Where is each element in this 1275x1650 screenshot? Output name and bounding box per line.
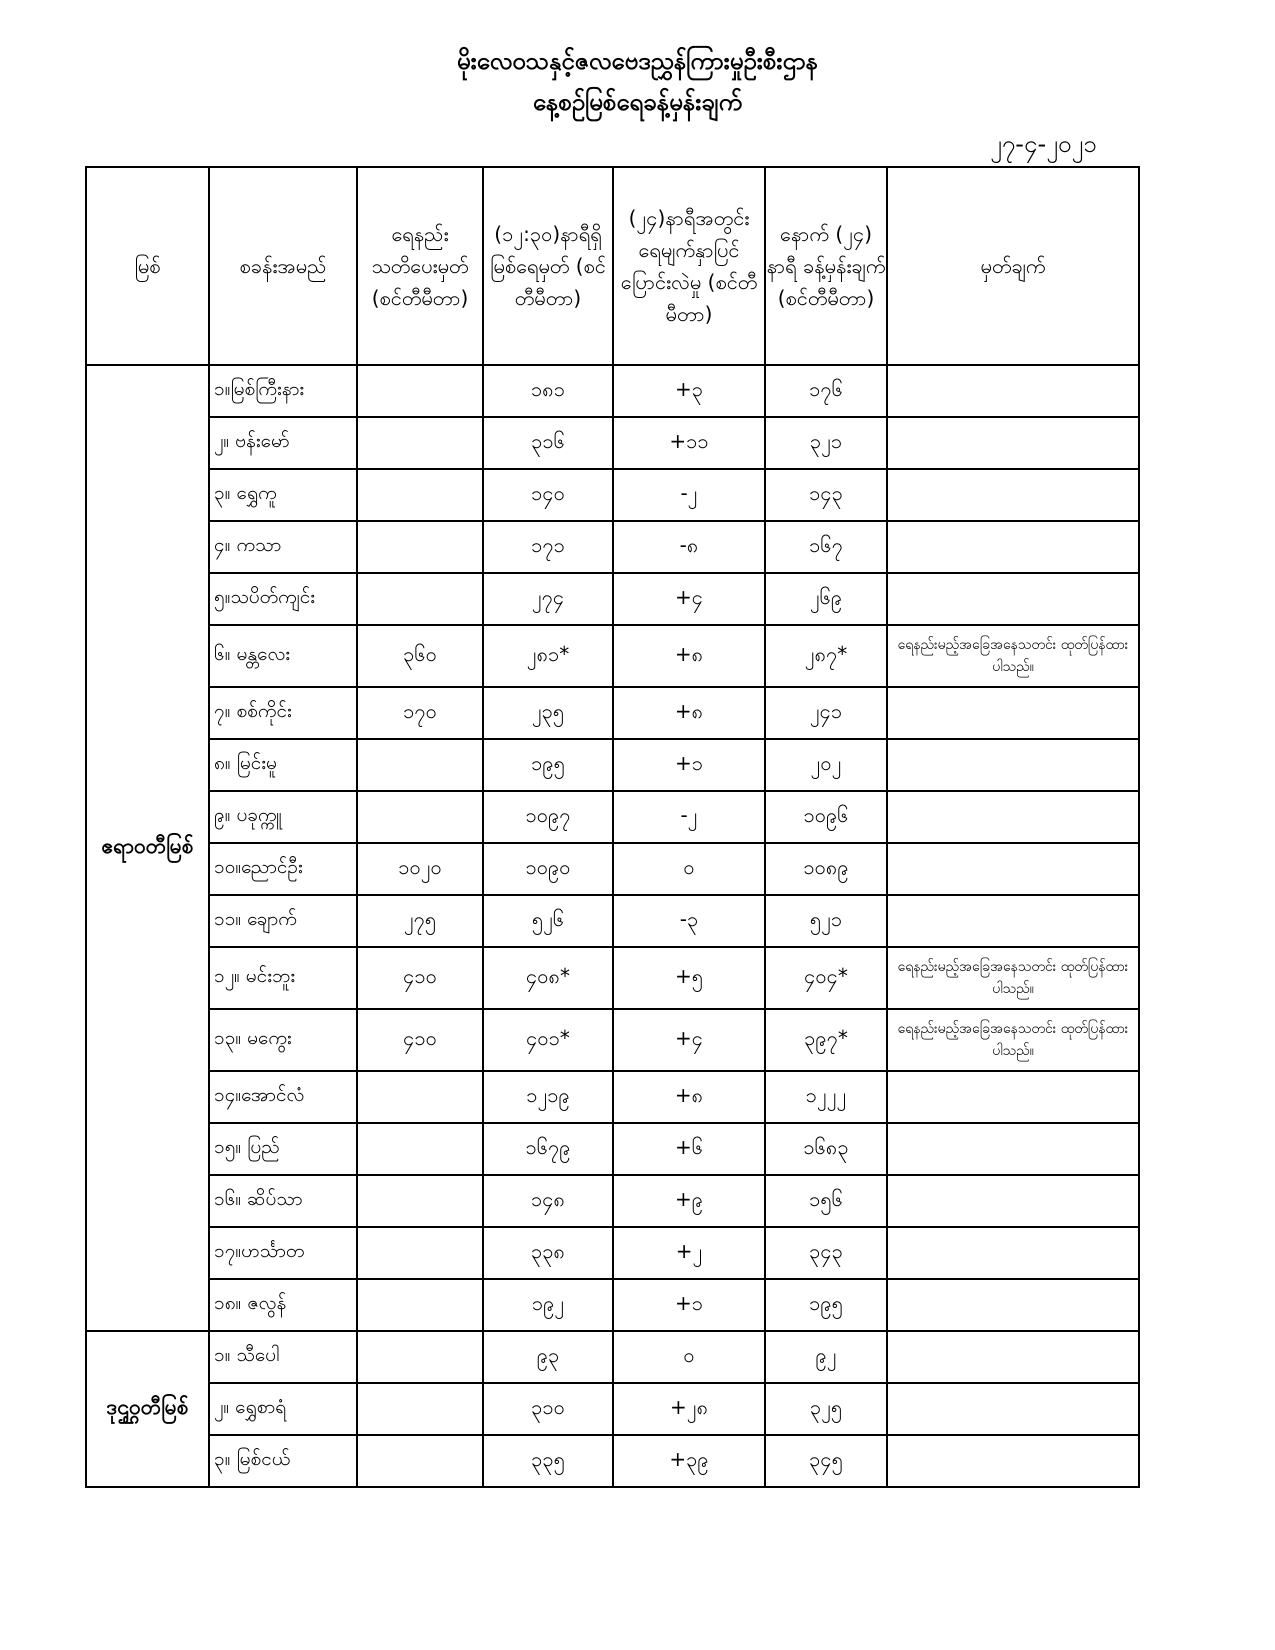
danger-level-cell	[357, 1227, 483, 1279]
current-level-cell: ၁၀၉၀	[483, 843, 613, 895]
report-date: ၂၇-၄-၂၀၂၁	[990, 130, 1097, 158]
remark-cell: ရေနည်းမည့်အခြေအနေသတင်း ထုတ်ပြန်ထားပါသည်။	[887, 625, 1139, 687]
table-row	[86, 1435, 1139, 1487]
table-row	[86, 947, 1139, 1009]
page-title: မိုးလေဝသနှင့်ဇလဗေဒညွှန်ကြားမှုဦးစီးဌာန	[456, 47, 819, 75]
remark-cell: ရေနည်းမည့်အခြေအနေသတင်း ထုတ်ပြန်ထားပါသည်။	[887, 1009, 1139, 1071]
forecast-cell: ၂၀၂	[765, 739, 887, 791]
danger-level-cell	[357, 573, 483, 625]
danger-level-cell	[357, 791, 483, 843]
remark-cell	[887, 1071, 1139, 1123]
danger-level-cell: ၄၁၀	[357, 1009, 483, 1071]
table-row	[86, 1279, 1139, 1331]
table-row	[86, 469, 1139, 521]
table-row	[86, 687, 1139, 739]
forecast-cell: ၁၆၈၃	[765, 1123, 887, 1175]
header-danger-level: ရေနည်း သတိပေးမှတ် (စင်တီမီတာ)	[357, 167, 483, 365]
danger-level-cell: ၃၆၀	[357, 625, 483, 687]
table-row	[86, 521, 1139, 573]
remark-cell	[887, 1227, 1139, 1279]
river-name: ဧရာဝတီမြစ်	[86, 365, 209, 1331]
current-level-cell: ၁၄၀	[483, 469, 613, 521]
danger-level-cell: ၁၀၂၀	[357, 843, 483, 895]
station-name: ၁၈။ ဇလွန်	[209, 1279, 357, 1331]
danger-level-cell	[357, 1331, 483, 1383]
forecast-cell: ၂၆၉	[765, 573, 887, 625]
forecast-cell: ၉၂	[765, 1331, 887, 1383]
remark-cell: ရေနည်းမည့်အခြေအနေသတင်း ထုတ်ပြန်ထားပါသည်။	[887, 947, 1139, 1009]
forecast-cell: ၄၀၄*	[765, 947, 887, 1009]
change-cell: +၂၈	[613, 1383, 765, 1435]
forecast-cell: ၂၄၁	[765, 687, 887, 739]
current-level-cell: ၁၇၁	[483, 521, 613, 573]
page-subtitle: နေ့စဉ်မြစ်ရေခန့်မှန်းချက်	[532, 88, 743, 116]
change-cell: +၈	[613, 687, 765, 739]
change-cell: +၆	[613, 1123, 765, 1175]
station-name: ၃။ ရွှေကူ	[209, 469, 357, 521]
danger-level-cell	[357, 1175, 483, 1227]
table-row	[86, 573, 1139, 625]
current-level-cell: ၁၉၂	[483, 1279, 613, 1331]
current-level-cell: ၁၀၉၇	[483, 791, 613, 843]
forecast-cell: ၁၇၆	[765, 365, 887, 417]
current-level-cell: ၄၀၈*	[483, 947, 613, 1009]
remark-cell	[887, 843, 1139, 895]
station-name: ၅။သပိတ်ကျင်း	[209, 573, 357, 625]
station-name: ၁၂။ မင်းဘူး	[209, 947, 357, 1009]
danger-level-cell	[357, 1123, 483, 1175]
change-cell: -၈	[613, 521, 765, 573]
remark-cell	[887, 417, 1139, 469]
change-cell: +၄	[613, 573, 765, 625]
remark-cell	[887, 365, 1139, 417]
current-level-cell: ၂၈၁*	[483, 625, 613, 687]
forecast-cell: ၁၂၂၂	[765, 1071, 887, 1123]
remark-cell	[887, 521, 1139, 573]
change-cell: +၅	[613, 947, 765, 1009]
header-change: (၂၄)နာရီအတွင်း ရေမျက်နှာပြင် ပြောင်းလဲမှု (စင်တီမီတာ)	[613, 167, 765, 365]
change-cell: +၁	[613, 739, 765, 791]
current-level-cell: ၃၁၀	[483, 1383, 613, 1435]
remark-cell	[887, 739, 1139, 791]
forecast-cell: ၁၄၃	[765, 469, 887, 521]
change-cell: ၀	[613, 1331, 765, 1383]
change-cell: -၂	[613, 469, 765, 521]
current-level-cell: ၂၇၄	[483, 573, 613, 625]
current-level-cell: ၁၄၈	[483, 1175, 613, 1227]
danger-level-cell	[357, 1279, 483, 1331]
danger-level-cell: ၁၇၀	[357, 687, 483, 739]
forecast-cell: ၁၀၈၉	[765, 843, 887, 895]
station-name: ၃။ မြစ်ငယ်	[209, 1435, 357, 1487]
station-name: ၁၃။ မကွေး	[209, 1009, 357, 1071]
remark-cell	[887, 687, 1139, 739]
forecast-cell: ၃၄၃	[765, 1227, 887, 1279]
table-row	[86, 1383, 1139, 1435]
current-level-cell: ၃၁၆	[483, 417, 613, 469]
change-cell: -၂	[613, 791, 765, 843]
header-river: မြစ်	[86, 167, 209, 365]
danger-level-cell: ၂၇၅	[357, 895, 483, 947]
table-row	[86, 625, 1139, 687]
change-cell: +၉	[613, 1175, 765, 1227]
header-forecast: နောက် (၂၄) နာရီ ခန့်မှန်းချက် (စင်တီမီတာ)	[765, 167, 887, 365]
danger-level-cell	[357, 739, 483, 791]
station-name: ၁၇။ဟင်္သာတ	[209, 1227, 357, 1279]
danger-level-cell	[357, 1383, 483, 1435]
remark-cell	[887, 1123, 1139, 1175]
forecast-cell: ၁၉၅	[765, 1279, 887, 1331]
forecast-cell: ၃၄၅	[765, 1435, 887, 1487]
remark-cell	[887, 1383, 1139, 1435]
station-name: ၆။ မန္တလေး	[209, 625, 357, 687]
remark-cell	[887, 895, 1139, 947]
forecast-cell: ၁၅၆	[765, 1175, 887, 1227]
table-row	[86, 843, 1139, 895]
current-level-cell: ၁၆၇၉	[483, 1123, 613, 1175]
change-cell: +၄	[613, 1009, 765, 1071]
station-name: ၁၅။ ပြည်	[209, 1123, 357, 1175]
danger-level-cell	[357, 469, 483, 521]
forecast-cell: ၃၉၇*	[765, 1009, 887, 1071]
station-name: ၈။ မြင်းမူ	[209, 739, 357, 791]
remark-cell	[887, 573, 1139, 625]
station-name: ၁၄။အောင်လံ	[209, 1071, 357, 1123]
header-current-level: (၁၂:၃၀)နာရီရှိ မြစ်ရေမှတ် (စင်တီမီတာ)	[483, 167, 613, 365]
table-row	[86, 417, 1139, 469]
danger-level-cell	[357, 417, 483, 469]
remark-cell	[887, 469, 1139, 521]
header-station: စခန်းအမည်	[209, 167, 357, 365]
remark-cell	[887, 791, 1139, 843]
remark-cell	[887, 1435, 1139, 1487]
remark-cell	[887, 1279, 1139, 1331]
table-row	[86, 1009, 1139, 1071]
current-level-cell: ၁၂၁၉	[483, 1071, 613, 1123]
station-name: ၇။ စစ်ကိုင်း	[209, 687, 357, 739]
station-name: ၄။ ကသာ	[209, 521, 357, 573]
change-cell: ၀	[613, 843, 765, 895]
current-level-cell: ၉၃	[483, 1331, 613, 1383]
forecast-cell: ၃၂၅	[765, 1383, 887, 1435]
table-row	[86, 791, 1139, 843]
current-level-cell: ၄၀၁*	[483, 1009, 613, 1071]
station-name: ၁။ သီပေါ	[209, 1331, 357, 1383]
river-name: ဒုဌ္ဌဝတီမြစ်	[86, 1331, 209, 1487]
station-name: ၁၁။ ချောက်	[209, 895, 357, 947]
station-name: ၂။ ရွှေစာရံ	[209, 1383, 357, 1435]
forecast-cell: ၁၆၇	[765, 521, 887, 573]
change-cell: +၁၁	[613, 417, 765, 469]
forecast-cell: ၂၈၇*	[765, 625, 887, 687]
table-row	[86, 1227, 1139, 1279]
change-cell: +၃၉	[613, 1435, 765, 1487]
table-row	[86, 365, 1139, 417]
table-body	[86, 365, 1139, 1487]
forecast-cell: ၁၀၉၆	[765, 791, 887, 843]
current-level-cell: ၃၃၈	[483, 1227, 613, 1279]
current-level-cell: ၅၂၆	[483, 895, 613, 947]
station-name: ၁၀။ညောင်ဦး	[209, 843, 357, 895]
danger-level-cell	[357, 1071, 483, 1123]
remark-cell	[887, 1331, 1139, 1383]
table-row	[86, 1175, 1139, 1227]
change-cell: +၈	[613, 625, 765, 687]
current-level-cell: ၃၃၅	[483, 1435, 613, 1487]
current-level-cell: ၂၃၅	[483, 687, 613, 739]
danger-level-cell: ၄၁၀	[357, 947, 483, 1009]
forecast-cell: ၅၂၁	[765, 895, 887, 947]
change-cell: +၁	[613, 1279, 765, 1331]
river-level-table	[85, 166, 1140, 1488]
danger-level-cell	[357, 365, 483, 417]
table-row	[86, 739, 1139, 791]
change-cell: +၂	[613, 1227, 765, 1279]
change-cell: +၈	[613, 1071, 765, 1123]
change-cell: +၃	[613, 365, 765, 417]
table-row	[86, 1071, 1139, 1123]
danger-level-cell	[357, 521, 483, 573]
table-row	[86, 1331, 1139, 1383]
station-name: ၉။ ပခုက္ကူ	[209, 791, 357, 843]
remark-cell	[887, 1175, 1139, 1227]
danger-level-cell	[357, 1435, 483, 1487]
forecast-cell: ၃၂၁	[765, 417, 887, 469]
current-level-cell: ၁၈၁	[483, 365, 613, 417]
table-row	[86, 895, 1139, 947]
current-level-cell: ၁၉၅	[483, 739, 613, 791]
station-name: ၁၆။ ဆိပ်သာ	[209, 1175, 357, 1227]
table-header-row	[86, 167, 1139, 365]
station-name: ၁။မြစ်ကြီးနား	[209, 365, 357, 417]
change-cell: -၃	[613, 895, 765, 947]
table-row	[86, 1123, 1139, 1175]
header-remark: မှတ်ချက်	[887, 167, 1139, 365]
station-name: ၂။ ဗန်းမော်	[209, 417, 357, 469]
